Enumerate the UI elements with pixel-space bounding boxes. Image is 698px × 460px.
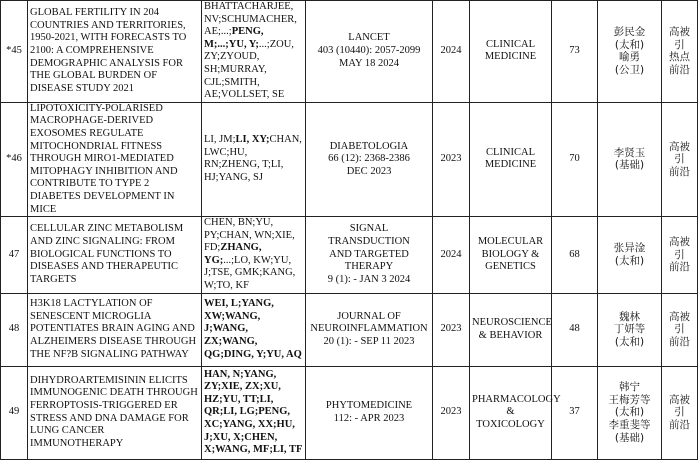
category-line: 前沿 [669,335,690,348]
affiliated-persons [598,366,662,459]
paper-title: CELLULAR ZINC METABOLISM AND ZINC SIGNALING: FROM BIOLOGICAL FUNCTIONS TO DISEASES AND THERAPEUTIC TARGETS [28,217,202,294]
research-field: PHARMACOLOGY & TOXICOLOGY [470,366,552,459]
person-line: (基础) [614,431,645,444]
authors-part: ...;ZOU, ZY;ZYOUD, SH;MURRAY, CJL;SMITH, AE;VOLLSET, SE [204,38,294,101]
journal-line: THERAPY [344,261,394,273]
table-row [1,217,698,294]
citation-count: 68 [552,217,598,294]
table-row [1,102,698,216]
journal-line: PHYTOMEDICINE [325,400,413,412]
year: 2024 [433,217,470,294]
journal-line: 20 (1): - SEP 11 2023 [323,335,415,347]
person-line: 丁妍等 [613,323,646,336]
category-line: 前沿 [669,261,690,274]
table-row [1,293,698,366]
person-line: (基础) [614,159,645,172]
row-number: 49 [1,366,28,459]
person-line: 李贤玉 [613,146,646,159]
person-line: (太和) [614,38,645,51]
paper-title: H3K18 LACTYLATION OF SENESCENT MICROGLIA POTENTIATES BRAIN AGING AND ALZHEIMERS DISEASE THROUGH THE NF?B SIGNALING PATHWAY [28,293,202,366]
citation-count: 73 [552,1,598,103]
person-line: 魏林 [619,310,640,323]
paper-title: DIHYDROARTEMISININ ELICITS IMMUNOGENIC DEATH THROUGH FERROPTOSIS-TRIGGERED ER STRESS AND DNA DAMAGE FOR LUNG CANCER IMMUNOTHERAPY [28,366,202,459]
highlighted-authors: PENG, M;...;YU, Y; [204,26,264,50]
category-line: 热点 [669,51,690,64]
journal-line: MAY 18 2024 [339,57,399,69]
authors-part: ...;LO, KW;YU, J;TSE, GMK;KANG, W;TO, KF [204,254,296,292]
authors-part: LI, JM; [204,134,236,146]
citation-count: 48 [552,293,598,366]
authors [202,217,306,294]
category-line: 前沿 [669,418,690,431]
authors-part: BHATTACHARJEE, NV;SCHUMACHER, AE;...; [204,1,297,38]
journal-info [306,366,433,459]
affiliated-persons [598,217,662,294]
category-line: 高被引 [669,393,690,419]
person-line: 韩宁 [619,381,640,394]
paper-category [662,1,698,103]
category-line: 高被引 [669,26,690,51]
person-line: 喻勇 [619,51,640,64]
paper-category [662,293,698,366]
year: 2023 [433,293,470,366]
journal-line: NEUROINFLAMMATION [310,323,428,335]
authors [202,102,306,216]
row-number: 47 [1,217,28,294]
paper-category [662,217,698,294]
paper-title: GLOBAL FERTILITY IN 204 COUNTRIES AND TERRITORIES, 1950-2021, WITH FORECASTS TO 2100: A COMPREHENSIVE DEMOGRAPHIC ANALYSIS FOR THE GLOBAL BURDEN OF DISEASE STUDY 2021 [28,1,202,103]
authors-part: CHEN, BN;YU, PY;CHAN, WN;XIE, FD; [204,217,295,254]
affiliated-persons [598,1,662,103]
journal-line: SIGNAL TRANSDUCTION [328,223,410,247]
journal-info [306,293,433,366]
paper-category [662,366,698,459]
category-line: 高被引 [669,235,690,261]
highlighted-authors: ZHANG, YG; [204,242,262,266]
journal-info [306,217,433,294]
category-line: 前沿 [669,63,690,76]
authors [202,1,306,103]
category-line: 前沿 [669,165,690,178]
citation-count: 37 [552,366,598,459]
journal-line: 66 (12): 2368-2386 [328,153,410,165]
row-number: *46 [1,102,28,216]
category-line: 高被引 [669,140,690,166]
category-line: 高被引 [669,310,690,336]
authors [202,293,306,366]
journal-line: LANCET [348,32,390,44]
year: 2023 [433,366,470,459]
person-line: 张异淦 [613,242,646,255]
table-row [1,366,698,459]
affiliated-persons [598,102,662,216]
research-field: CLINICAL MEDICINE [470,1,552,103]
journal-line: JOURNAL OF [337,310,401,322]
journal-line: AND TARGETED [329,248,409,260]
highlighted-authors: WEI, L;YANG, XW;WANG, J;WANG, ZX;WANG, QG;DING, Y;YU, AQ [204,298,302,360]
person-line: (公卫) [614,63,645,76]
journal-info [306,1,433,103]
journal-line: DIABETOLOGIA [329,140,409,152]
person-line: 王梅芳等 [608,393,651,406]
research-field: NEUROSCIENCE & BEHAVIOR [470,293,552,366]
highlighted-authors: LI, XY; [235,134,270,146]
affiliated-persons [598,293,662,366]
paper-category [662,102,698,216]
journal-line: 9 (1): - JAN 3 2024 [327,273,411,285]
research-field: CLINICAL MEDICINE [470,102,552,216]
table-row [1,1,698,103]
authors-part: CHAN, LWC;HU, RN;ZHENG, T;LI, HJ;YANG, SJ [204,134,302,184]
journal-line: 112: - APR 2023 [333,412,405,424]
row-number: 48 [1,293,28,366]
authors [202,366,306,459]
person-line: (太和) [614,254,645,267]
year: 2024 [433,1,470,103]
citation-count: 70 [552,102,598,216]
person-line: 李重斐等 [608,418,651,431]
journal-info [306,102,433,216]
year: 2023 [433,102,470,216]
person-line: (太和) [614,335,645,348]
row-number: *45 [1,1,28,103]
paper-title: LIPOTOXICITY-POLARISED MACROPHAGE-DERIVED EXOSOMES REGULATE MITOCHONDRIAL FITNESS THROUGH MIRO1-MEDIATED MITOPHAGY INHIBITION AND CONTRIBUTE TO TYPE 2 DIABETES DEVELOPMENT IN MICE [28,102,202,216]
research-field: MOLECULAR BIOLOGY & GENETICS [470,217,552,294]
journal-line: DEC 2023 [346,165,392,177]
person-line: 彭民金 [613,26,646,39]
person-line: (太和) [614,406,645,419]
highlighted-authors: HAN, N;YANG, ZY;XIE, ZX;XU, HZ;YU, TT;LI, QR;LI, LG;PENG, XC;YANG, XX;HU, J;XU, X;CHEN, X;WANG, MF;LI, TF [204,368,303,456]
journal-line: 403 (10440): 2057-2099 [317,45,421,57]
